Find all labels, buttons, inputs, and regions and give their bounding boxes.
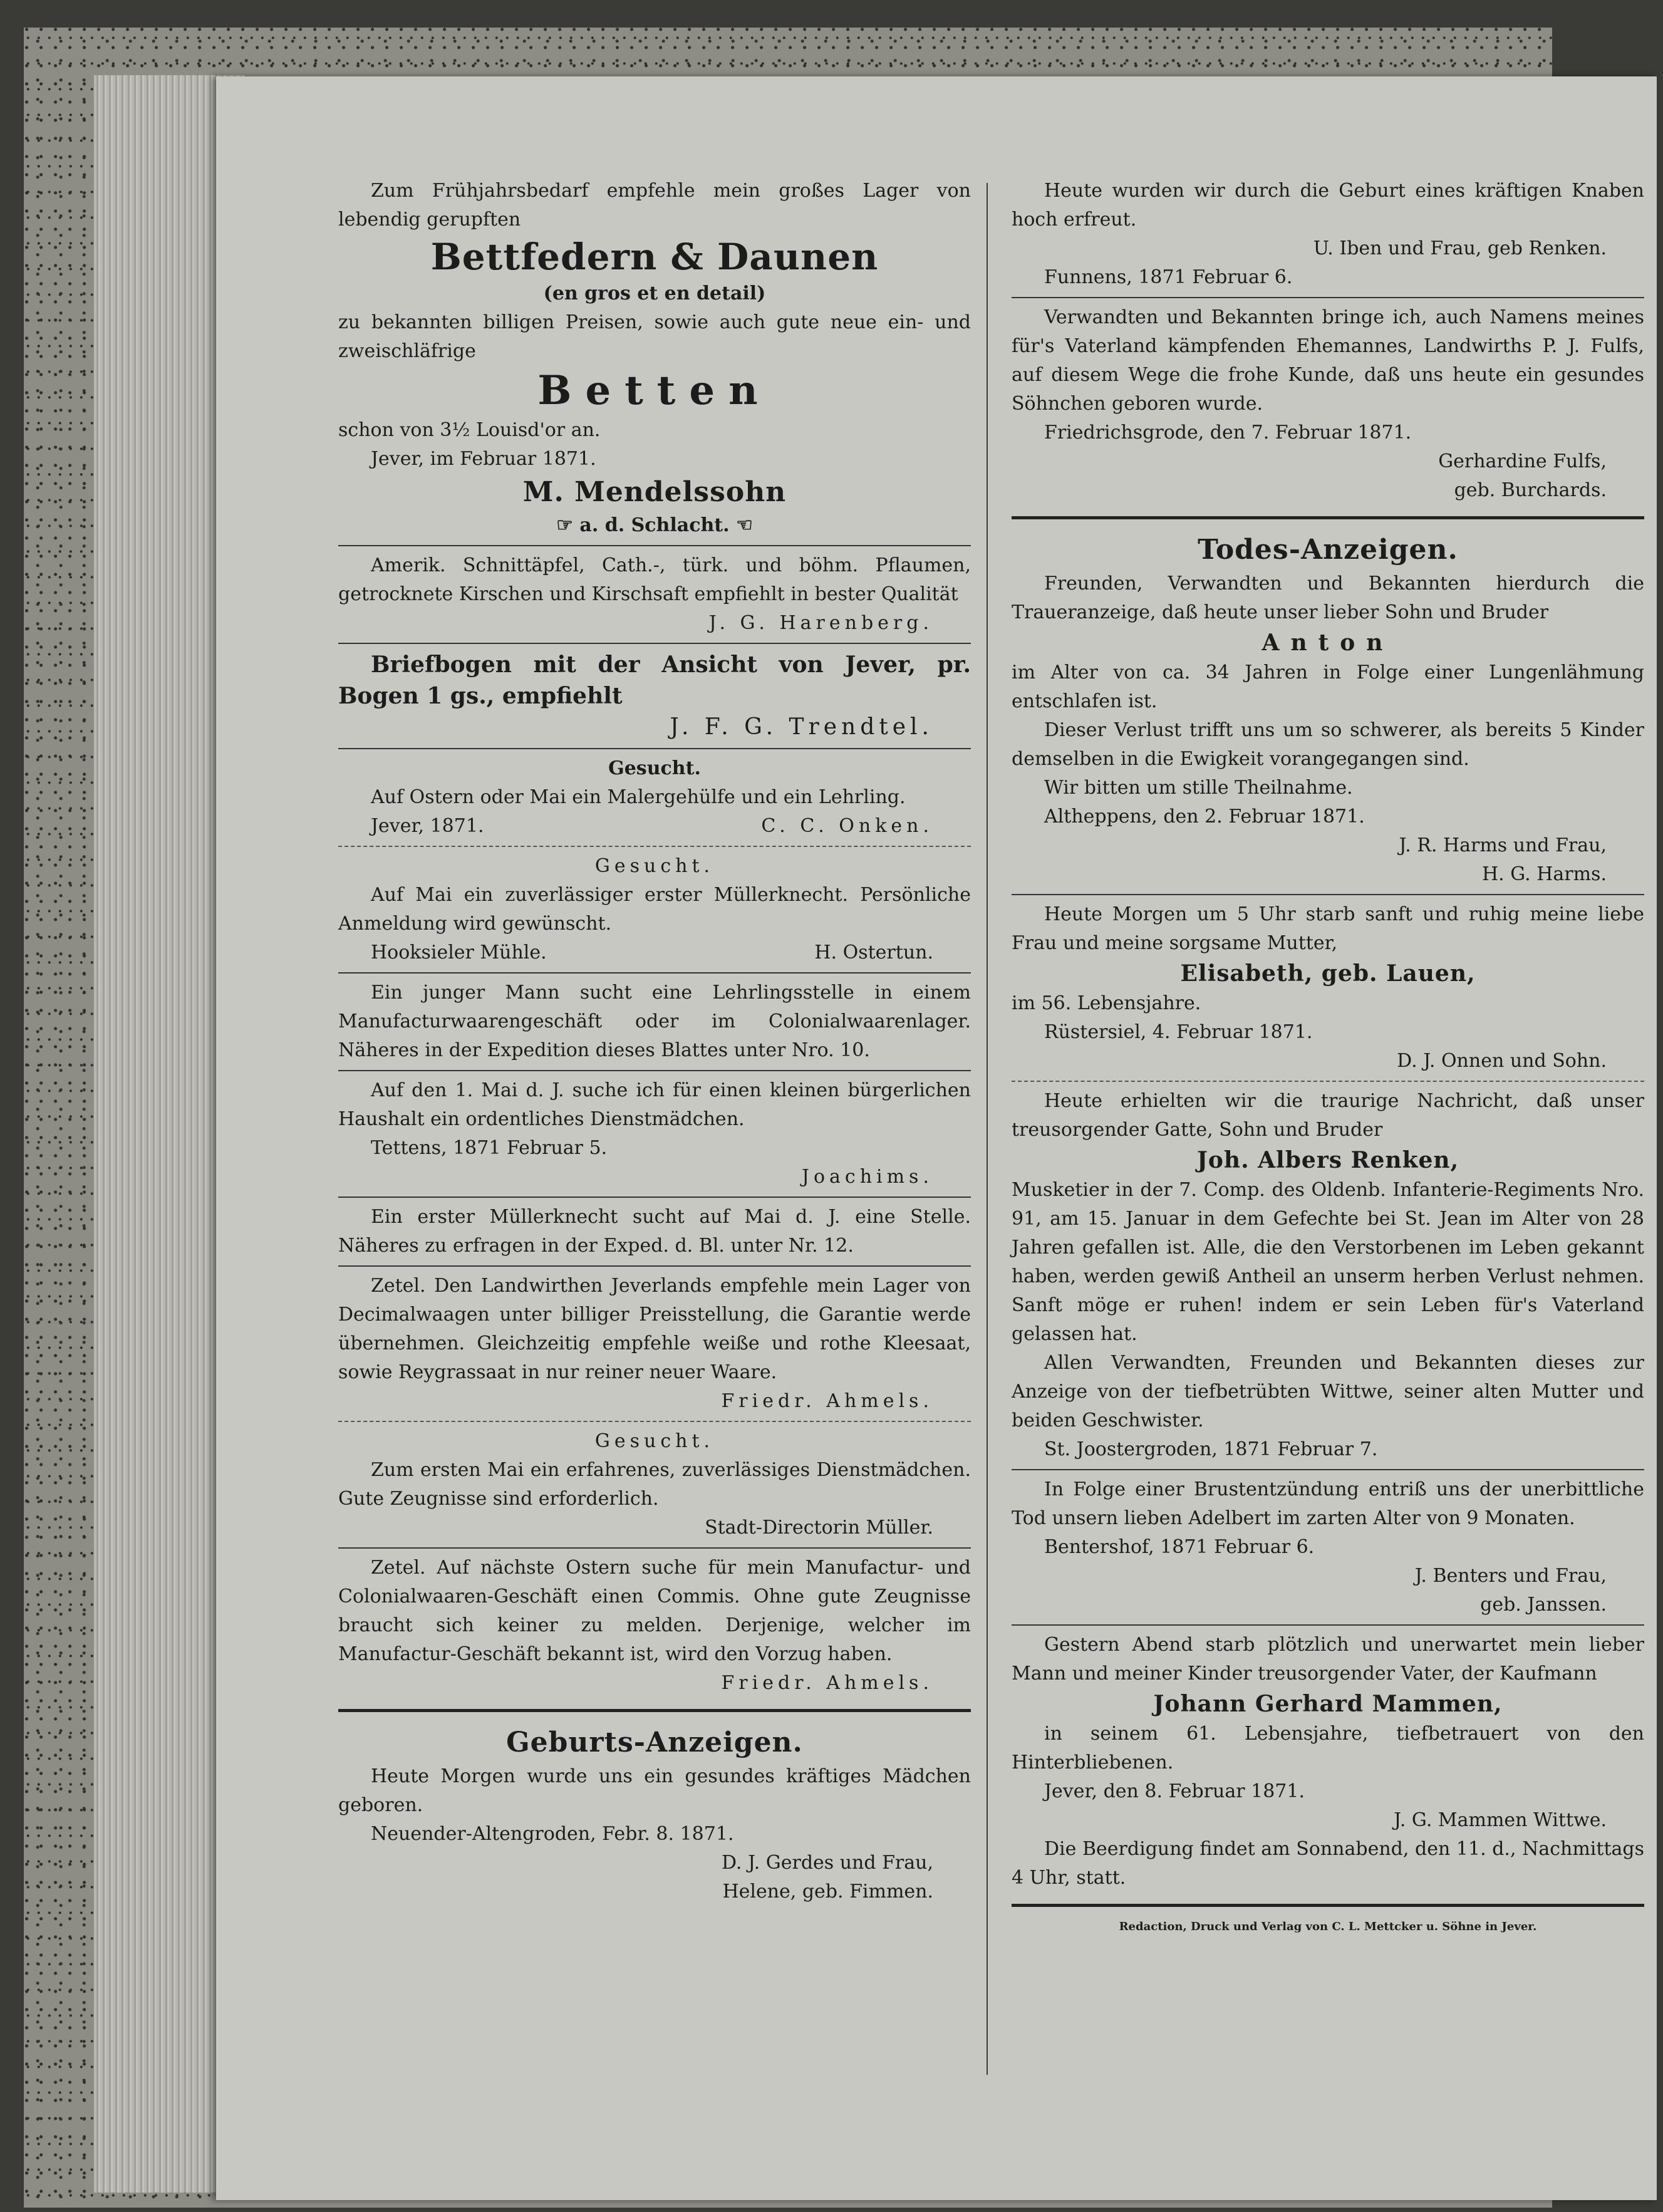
ad-text: Ein junger Mann sucht eine Lehrlingsstelle in einem Manufacturwaarengeschäft oder im Colonialwaarenlager. Näheres in der Expedition dieses Blattes unter Nro. 10. <box>338 982 971 1061</box>
separator <box>338 972 971 974</box>
ad-text: Auf den 1. Mai d. J. suche ich für einen kleinen bürgerlichen Haushalt ein ordentliches Dienstmädchen. <box>338 1079 971 1130</box>
ad-address-text: a. d. Schlacht. <box>579 514 730 536</box>
ad-lehrling <box>338 979 971 1065</box>
ad-signature-1: D. J. Gerdes und Frau, <box>721 1852 933 1874</box>
ad-dateline: Altheppens, den 2. Februar 1871. <box>1044 806 1365 828</box>
ad-dateline: Jever, im Februar 1871. <box>371 448 596 470</box>
death-anton <box>1012 569 1644 889</box>
ad-dateline: Tettens, 1871 Februar 5. <box>371 1137 608 1159</box>
ad-headline-betten: Betten <box>537 367 772 414</box>
ad-text: Gestern Abend starb plötzlich und unerwartet mein lieber Mann und meiner Kinder treusorgender Vater, der Kaufmann <box>1012 1634 1644 1685</box>
ad-dateline: Jever, den 8. Februar 1871. <box>1044 1780 1305 1802</box>
ad-heading: Gesucht. <box>594 1430 715 1452</box>
ad-footer <box>338 938 971 967</box>
newspaper-page <box>216 76 1657 2200</box>
ad-signature: D. J. Onnen und Sohn. <box>1397 1050 1607 1072</box>
ad-muellerknecht <box>338 1203 971 1260</box>
ad-text: Auf Mai ein zuverlässiger erster Müllerknecht. Persönliche Anmeldung wird gewünscht. <box>338 884 971 935</box>
ad-text: In Folge einer Brustentzündung entriß uns der unerbittliche Tod unsern lieben Adelbert im zarten Alter von 9 Monaten. <box>1012 1478 1644 1529</box>
ad-place: Jever, 1871. <box>371 815 484 837</box>
ad-harenberg <box>338 551 971 638</box>
ad-dateline: Neuender-Altengroden, Febr. 8. 1871. <box>371 1823 734 1845</box>
section-heading: Todes-Anzeigen. <box>1198 534 1458 566</box>
ad-mueller <box>338 1427 971 1542</box>
separator-thick <box>338 1709 971 1712</box>
separator <box>338 643 971 644</box>
ad-age: im 56. Lebensjahre. <box>1012 992 1201 1014</box>
separator <box>338 1421 971 1422</box>
ad-text-2: Musketier in der 7. Comp. des Oldenb. Infanterie-Regiments Nro. 91, am 15. Januar in dem Gefechte bei St. Jean im Alter von 28 Jahren gefallen ist. Alle, die den Verstorbenen im Leben gekannt haben, werden gewiß Antheil an unserm herben Verlust nehmen. Sanft möge er ruhen! indem er sein Leben für's Vaterland gelassen hat. <box>1012 1179 1644 1345</box>
ad-signature: Friedr. Ahmels. <box>721 1672 933 1694</box>
ad-commis <box>338 1554 971 1698</box>
ad-signature-2: Helene, geb. Fimmen. <box>722 1881 933 1903</box>
ad-text-2: in seinem 61. Lebensjahre, tiefbetrauert von den Hinterbliebenen. <box>1012 1723 1644 1773</box>
ad-signature-2: H. G. Harms. <box>1482 863 1607 885</box>
ad-headline: Bettfedern & Daunen <box>430 236 879 278</box>
ad-text: Ein erster Müllerknecht sucht auf Mai d. J. eine Stelle. Näheres zu erfragen in der Exped. d. Bl. unter Nr. 12. <box>338 1206 971 1257</box>
ad-onken <box>338 754 971 841</box>
births-section <box>338 1723 971 1906</box>
ad-signature-2: geb. Janssen. <box>1480 1594 1607 1616</box>
ad-signature-1: Gerhardine Fulfs, <box>1438 450 1607 472</box>
death-onnen <box>1012 900 1644 1076</box>
ad-signature: H. Ostertun. <box>814 942 933 963</box>
ad-text: Heute erhielten wir die traurige Nachricht, daß unser treusorgender Gatte, Sohn und Bruder <box>1012 1090 1644 1141</box>
ad-trendtel <box>338 649 971 743</box>
separator <box>1012 1624 1644 1626</box>
imprint: Redaction, Druck und Verlag von C. L. Mettcker u. Söhne in Jever. <box>1119 1920 1537 1933</box>
separator <box>1012 894 1644 895</box>
deceased-name: Anton <box>1261 630 1394 656</box>
ad-text: Heute Morgen wurde uns ein gesundes kräftiges Mädchen geboren. <box>338 1765 971 1816</box>
separator <box>1012 297 1644 298</box>
ad-heading: Gesucht. <box>594 855 715 877</box>
ad-dateline: Bentershof, 1871 Februar 6. <box>1044 1536 1315 1558</box>
ad-signature: Stadt-Directorin Müller. <box>705 1517 933 1539</box>
separator-thick <box>1012 516 1644 519</box>
death-renken <box>1012 1087 1644 1464</box>
ad-text: Zetel. Auf nächste Ostern suche für mein Manufactur- und Colonialwaaren-Geschäft einen Commis. Ohne gute Zeugnisse braucht sich keiner zu melden. Derjenige, welcher im Manufactur-Geschäft bekannt ist, wird den Vorzug haben. <box>338 1557 971 1665</box>
ad-text: Verwandten und Bekannten bringe ich, auch Namens meines für's Vaterland kämpfenden Ehemannes, Landwirths P. J. Fulfs, auf diesem Wege die frohe Kunde, daß uns heute ein gesundes Söhnchen geboren wurde. <box>1012 306 1644 415</box>
deceased-name: Joh. Albers Renken, <box>1196 1147 1459 1173</box>
separator <box>338 748 971 749</box>
deceased-name: Elisabeth, geb. Lauen, <box>1180 960 1476 987</box>
ad-place: Hooksieler Mühle. <box>371 942 547 963</box>
ad-price: schon von 3½ Louisd'or an. <box>338 419 601 441</box>
ad-text-4: Wir bitten um stille Theilnahme. <box>1044 777 1353 799</box>
separator <box>338 1265 971 1267</box>
ad-dateline: Funnens, 1871 Februar 6. <box>1044 266 1293 288</box>
ad-bettfedern <box>338 177 971 540</box>
ad-signature: J. F. G. Trendtel. <box>670 714 933 740</box>
ad-text: Freunden, Verwandten und Bekannten hierdurch die Traueranzeige, daß heute unser lieber Sohn und Bruder <box>1012 573 1644 623</box>
separator-thick <box>1012 1904 1644 1907</box>
deceased-name: Johann Gerhard Mammen, <box>1153 1691 1503 1717</box>
left-column <box>338 177 971 1906</box>
ad-signature: Joachims. <box>801 1166 933 1188</box>
ad-text: Zum ersten Mai ein erfahrenes, zuverlässiges Dienstmädchen. Gute Zeugnisse sind erforderlich. <box>338 1459 971 1510</box>
ad-text: Heute Morgen um 5 Uhr starb sanft und ruhig meine liebe Frau und meine sorgsame Mutter, <box>1012 903 1644 954</box>
ad-signature-1: J. R. Harms und Frau, <box>1399 834 1607 856</box>
separator <box>338 1070 971 1071</box>
ad-funeral-note: Die Beerdigung findet am Sonnabend, den 11. d., Nachmittags 4 Uhr, statt. <box>1012 1838 1644 1889</box>
ad-signature: J. G. Mammen Wittwe. <box>1394 1809 1607 1831</box>
ad-signature: Friedr. Ahmels. <box>721 1390 933 1412</box>
ad-text: zu bekannten billigen Preisen, sowie auch gute neue ein- und zweischläfrige <box>338 311 971 362</box>
section-heading: Geburts-Anzeigen. <box>506 1727 803 1758</box>
ad-text: Amerik. Schnittäpfel, Cath.-, türk. und böhm. Pflaumen, getrocknete Kirschen und Kirschsaft empfiehlt in bester Qualität <box>338 554 971 605</box>
ad-subheadline: (en gros et en detail) <box>543 283 766 304</box>
ad-heading: Gesucht. <box>608 757 701 779</box>
death-mammen <box>1012 1631 1644 1893</box>
separator <box>1012 1469 1644 1470</box>
birth-iben <box>1012 177 1644 292</box>
ad-ostertun <box>338 852 971 967</box>
ad-signature: U. Iben und Frau, geb Renken. <box>1313 237 1607 259</box>
ad-decimalwaagen <box>338 1272 971 1416</box>
ad-address: ☞ a. d. Schlacht. ☜ <box>556 514 753 536</box>
ad-signature-1: J. Benters und Frau, <box>1414 1565 1607 1587</box>
ad-signature: M. Mendelssohn <box>522 476 787 508</box>
birth-fulfs <box>1012 303 1644 505</box>
separator <box>1012 1081 1644 1082</box>
ad-dateline: Friedrichsgrode, den 7. Februar 1871. <box>1044 422 1412 444</box>
ad-intro: Zum Frühjahrsbedarf empfehle mein großes Lager von lebendig gerupften <box>338 180 971 231</box>
separator <box>338 1197 971 1198</box>
right-column <box>1012 177 1644 1936</box>
ad-footer <box>338 812 971 841</box>
separator <box>338 1547 971 1549</box>
ad-text: Auf Ostern oder Mai ein Malergehülfe und ein Lehrling. <box>371 786 906 808</box>
ad-signature: J. G. Harenberg. <box>708 612 933 634</box>
ad-text: Heute wurden wir durch die Geburt eines kräftigen Knaben hoch erfreut. <box>1012 180 1644 231</box>
ad-signature: C. C. Onken. <box>761 815 933 837</box>
death-benters <box>1012 1475 1644 1619</box>
column-divider <box>987 183 988 2075</box>
separator <box>338 545 971 546</box>
ad-dateline: St. Joostergroden, 1871 Februar 7. <box>1044 1438 1378 1460</box>
separator <box>338 846 971 847</box>
ad-text-3: Allen Verwandten, Freunden und Bekannten dieses zur Anzeige von der tiefbetrübten Wittwe, seiner alten Mutter und beiden Geschwister. <box>1012 1352 1644 1431</box>
ad-text: Zetel. Den Landwirthen Jeverlands empfehle mein Lager von Decimalwaagen unter billiger Preisstellung, die Garantie werde übernehmen. Gleichzeitig empfehle weiße und rothe Kleesaat, sowie Reygrassaat in nur reiner neuer Waare. <box>338 1275 971 1383</box>
ad-text-3: Dieser Verlust trifft uns um so schwerer, als bereits 5 Kinder demselben in die Ewigkeit vorangegangen sind. <box>1012 719 1644 770</box>
ad-text: Briefbogen mit der Ansicht von Jever, pr. Bogen 1 gs., empfiehlt <box>338 652 971 709</box>
deaths-section <box>1012 531 1644 569</box>
ad-joachims <box>338 1076 971 1192</box>
ad-dateline: Rüstersiel, 4. Februar 1871. <box>1044 1021 1313 1043</box>
ad-text-2: im Alter von ca. 34 Jahren in Folge einer Lungenlähmung entschlafen ist. <box>1012 662 1644 712</box>
ad-signature-2: geb. Burchards. <box>1454 479 1607 501</box>
